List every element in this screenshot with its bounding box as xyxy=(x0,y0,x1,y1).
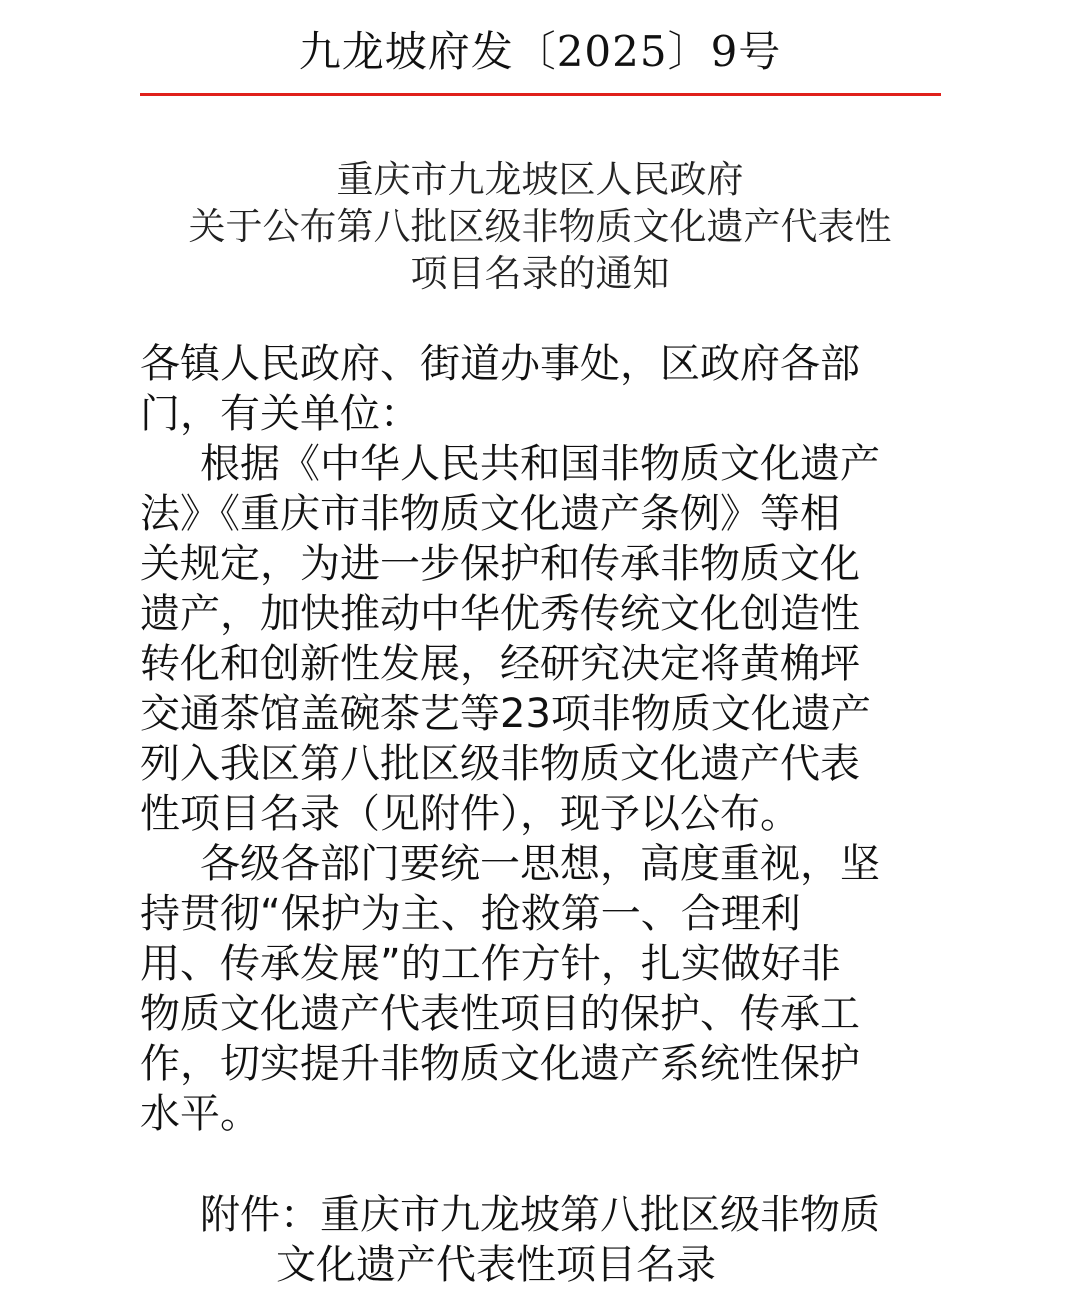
body-line-paragraph2-start: 各级各部门要统一思想，高度重视，坚 xyxy=(200,841,880,887)
body-line: 用、传承发展”的工作方针，扎实做好非 xyxy=(140,941,841,987)
body-line: 关规定，为进一步保护和传承非物质文化 xyxy=(140,541,860,587)
title-line-2: 关于公布第八批区级非物质文化遗产代表性 xyxy=(188,205,892,248)
body-line: 法》《重庆市非物质文化遗产条例》等相 xyxy=(140,491,840,537)
document-number: 九龙坡府发〔2025〕9号 xyxy=(298,27,782,76)
document-body xyxy=(140,339,945,1139)
body-line-paragraph1-start: 根据《中华人民共和国非物质文化遗产 xyxy=(200,441,880,487)
red-divider-line xyxy=(140,93,941,96)
body-line: 作，切实提升非物质文化遗产系统性保护 xyxy=(140,1041,860,1087)
attachment-line-2: 文化遗产代表性项目名录 xyxy=(276,1242,716,1288)
body-line-addressee-2: 门，有关单位： xyxy=(140,391,420,437)
title-line-3: 项目名录的通知 xyxy=(410,252,670,295)
body-line: 持贯彻“保护为主、抢救第一、合理利 xyxy=(140,891,801,937)
body-line-addressee-1: 各镇人民政府、街道办事处，区政府各部 xyxy=(140,341,860,387)
attachment-note xyxy=(200,1190,945,1290)
body-line: 遗产，加快推动中华优秀传统文化创造性 xyxy=(140,591,860,637)
body-line: 物质文化遗产代表性项目的保护、传承工 xyxy=(140,991,860,1037)
body-line: 转化和创新性发展，经研究决定将黄桷坪 xyxy=(140,641,860,687)
attachment-line-1: 附件：重庆市九龙坡第八批区级非物质 xyxy=(200,1192,880,1238)
body-line: 列入我区第八批区级非物质文化遗产代表 xyxy=(140,741,860,787)
title-line-1: 重庆市九龙坡区人民政府 xyxy=(336,158,744,201)
body-line: 性项目名录（见附件），现予以公布。 xyxy=(140,791,800,837)
body-line: 水平。 xyxy=(140,1091,260,1137)
document-title xyxy=(140,156,940,297)
body-line: 交通茶馆盖碗茶艺等23项非物质文化遗产 xyxy=(140,691,871,737)
